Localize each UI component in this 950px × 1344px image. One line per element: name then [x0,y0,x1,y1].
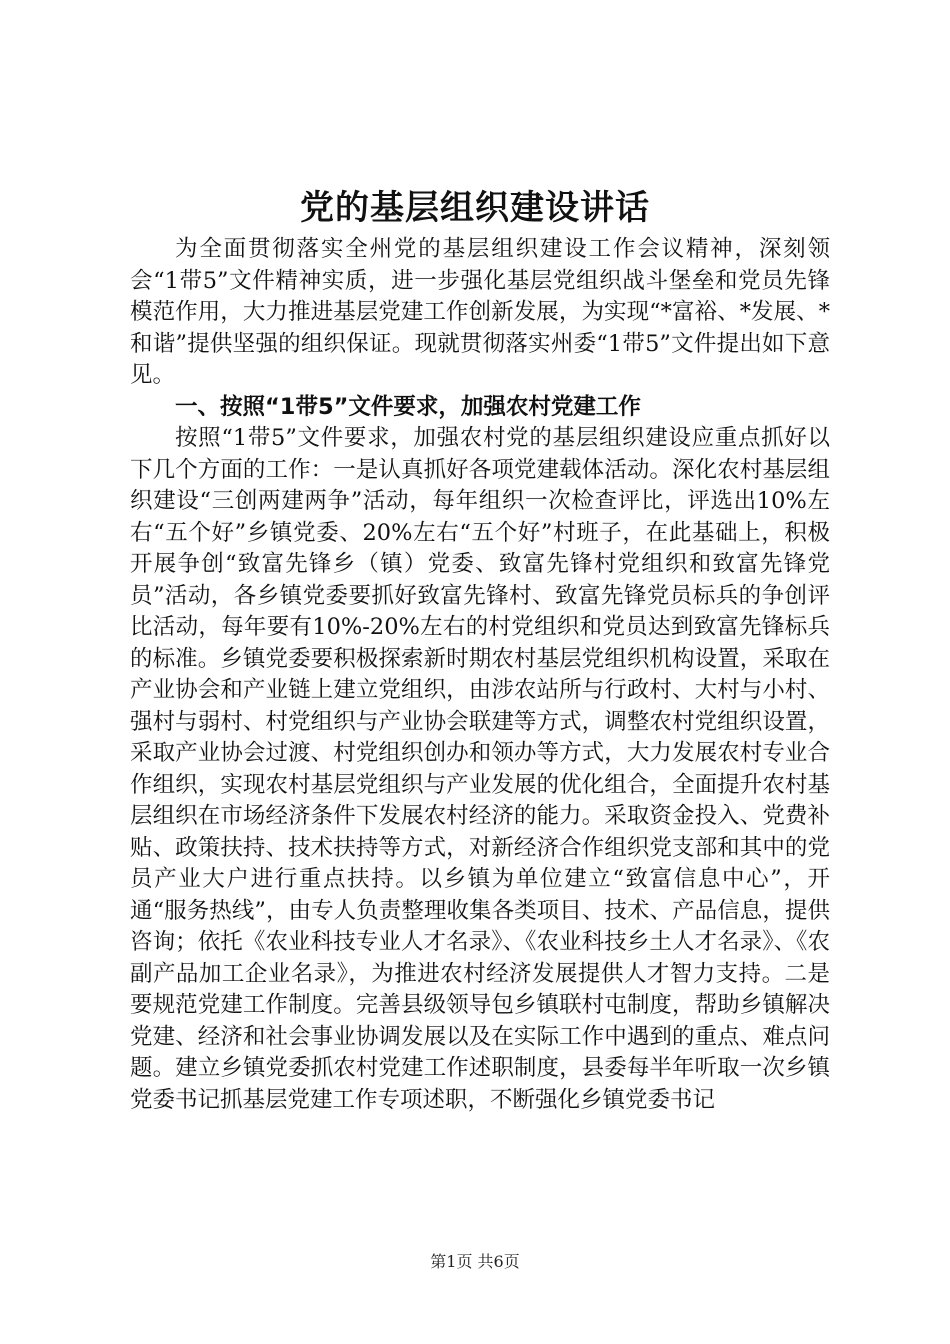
section-heading: 一、按照“1带5”文件要求，加强农村党建工作 [175,393,641,420]
section-body-paragraph: 按照“1带5”文件要求，加强农村党的基层组织建设应重点抓好以下几个方面的工作：一是认真抓好各项党建载体活动。深化农村基层组织建设“三创两建两争”活动，每年组织一次检查评比，评选出10%左右“五个好”乡镇党委、20%左右“五个好”村班子，在此基础上，积极开展争创“致富先锋乡（镇）党委、致富先锋村党组织和致富先锋党员”活动，各乡镇党委要抓好致富先锋村、致富先锋党员标兵的争创评比活动，每年要有10%-20%左右的村党组织和党员达到致富先锋标兵的标准。乡镇党委要积极探索新时期农村基层党组织机构设置，采取在产业协会和产业链上建立党组织，由涉农站所与行政村、大村与小村、强村与弱村、村党组织与产业协会联建等方式，调整农村党组织设置，采取产业协会过渡、村党组织创办和领办等方式，大力发展农村专业合作组织，实现农村基层党组织与产业发展的优化组合，全面提升农村基层组织在市场经济条件下发展农村经济的能力。采取资金投入、党费补贴、政策扶持、技术扶持等方式，对新经济合作组织党支部和其中的党员产业大户进行重点扶持。以乡镇为单位建立“致富信息中心”，开通“服务热线”，由专人负责整理收集各类项目、技术、产品信息，提供咨询；依托《农业科技专业人才名录》、《农业科技乡土人才名录》、《农副产品加工企业名录》，为推进农村经济发展提供人才智力支持。二是要规范党建工作制度。完善县级领导包乡镇联村屯制度，帮助乡镇解决党建、经济和社会事业协调发展以及在实际工作中遇到的重点、难点问题。建立乡镇党委抓农村党建工作述职制度，县委每半年听取一次乡镇党委书记抓基层党建工作专项述职，不断强化乡镇党委书记 [130,425,830,1113]
page-number-footer: 第1页 共6页 [430,1252,520,1271]
document-body [130,234,830,1116]
intro-paragraph: 为全面贯彻落实全州党的基层组织建设工作会议精神，深刻领会“1带5”文件精神实质，进一步强化基层党组织战斗堡垒和党员先锋模范作用，大力推进基层党建工作创新发展，为实现“*富裕、*发展、*和谐”提供坚强的组织保证。现就贯彻落实州委“1带5”文件提出如下意见。 [130,236,830,388]
document-title: 党的基层组织建设讲话 [300,188,650,228]
